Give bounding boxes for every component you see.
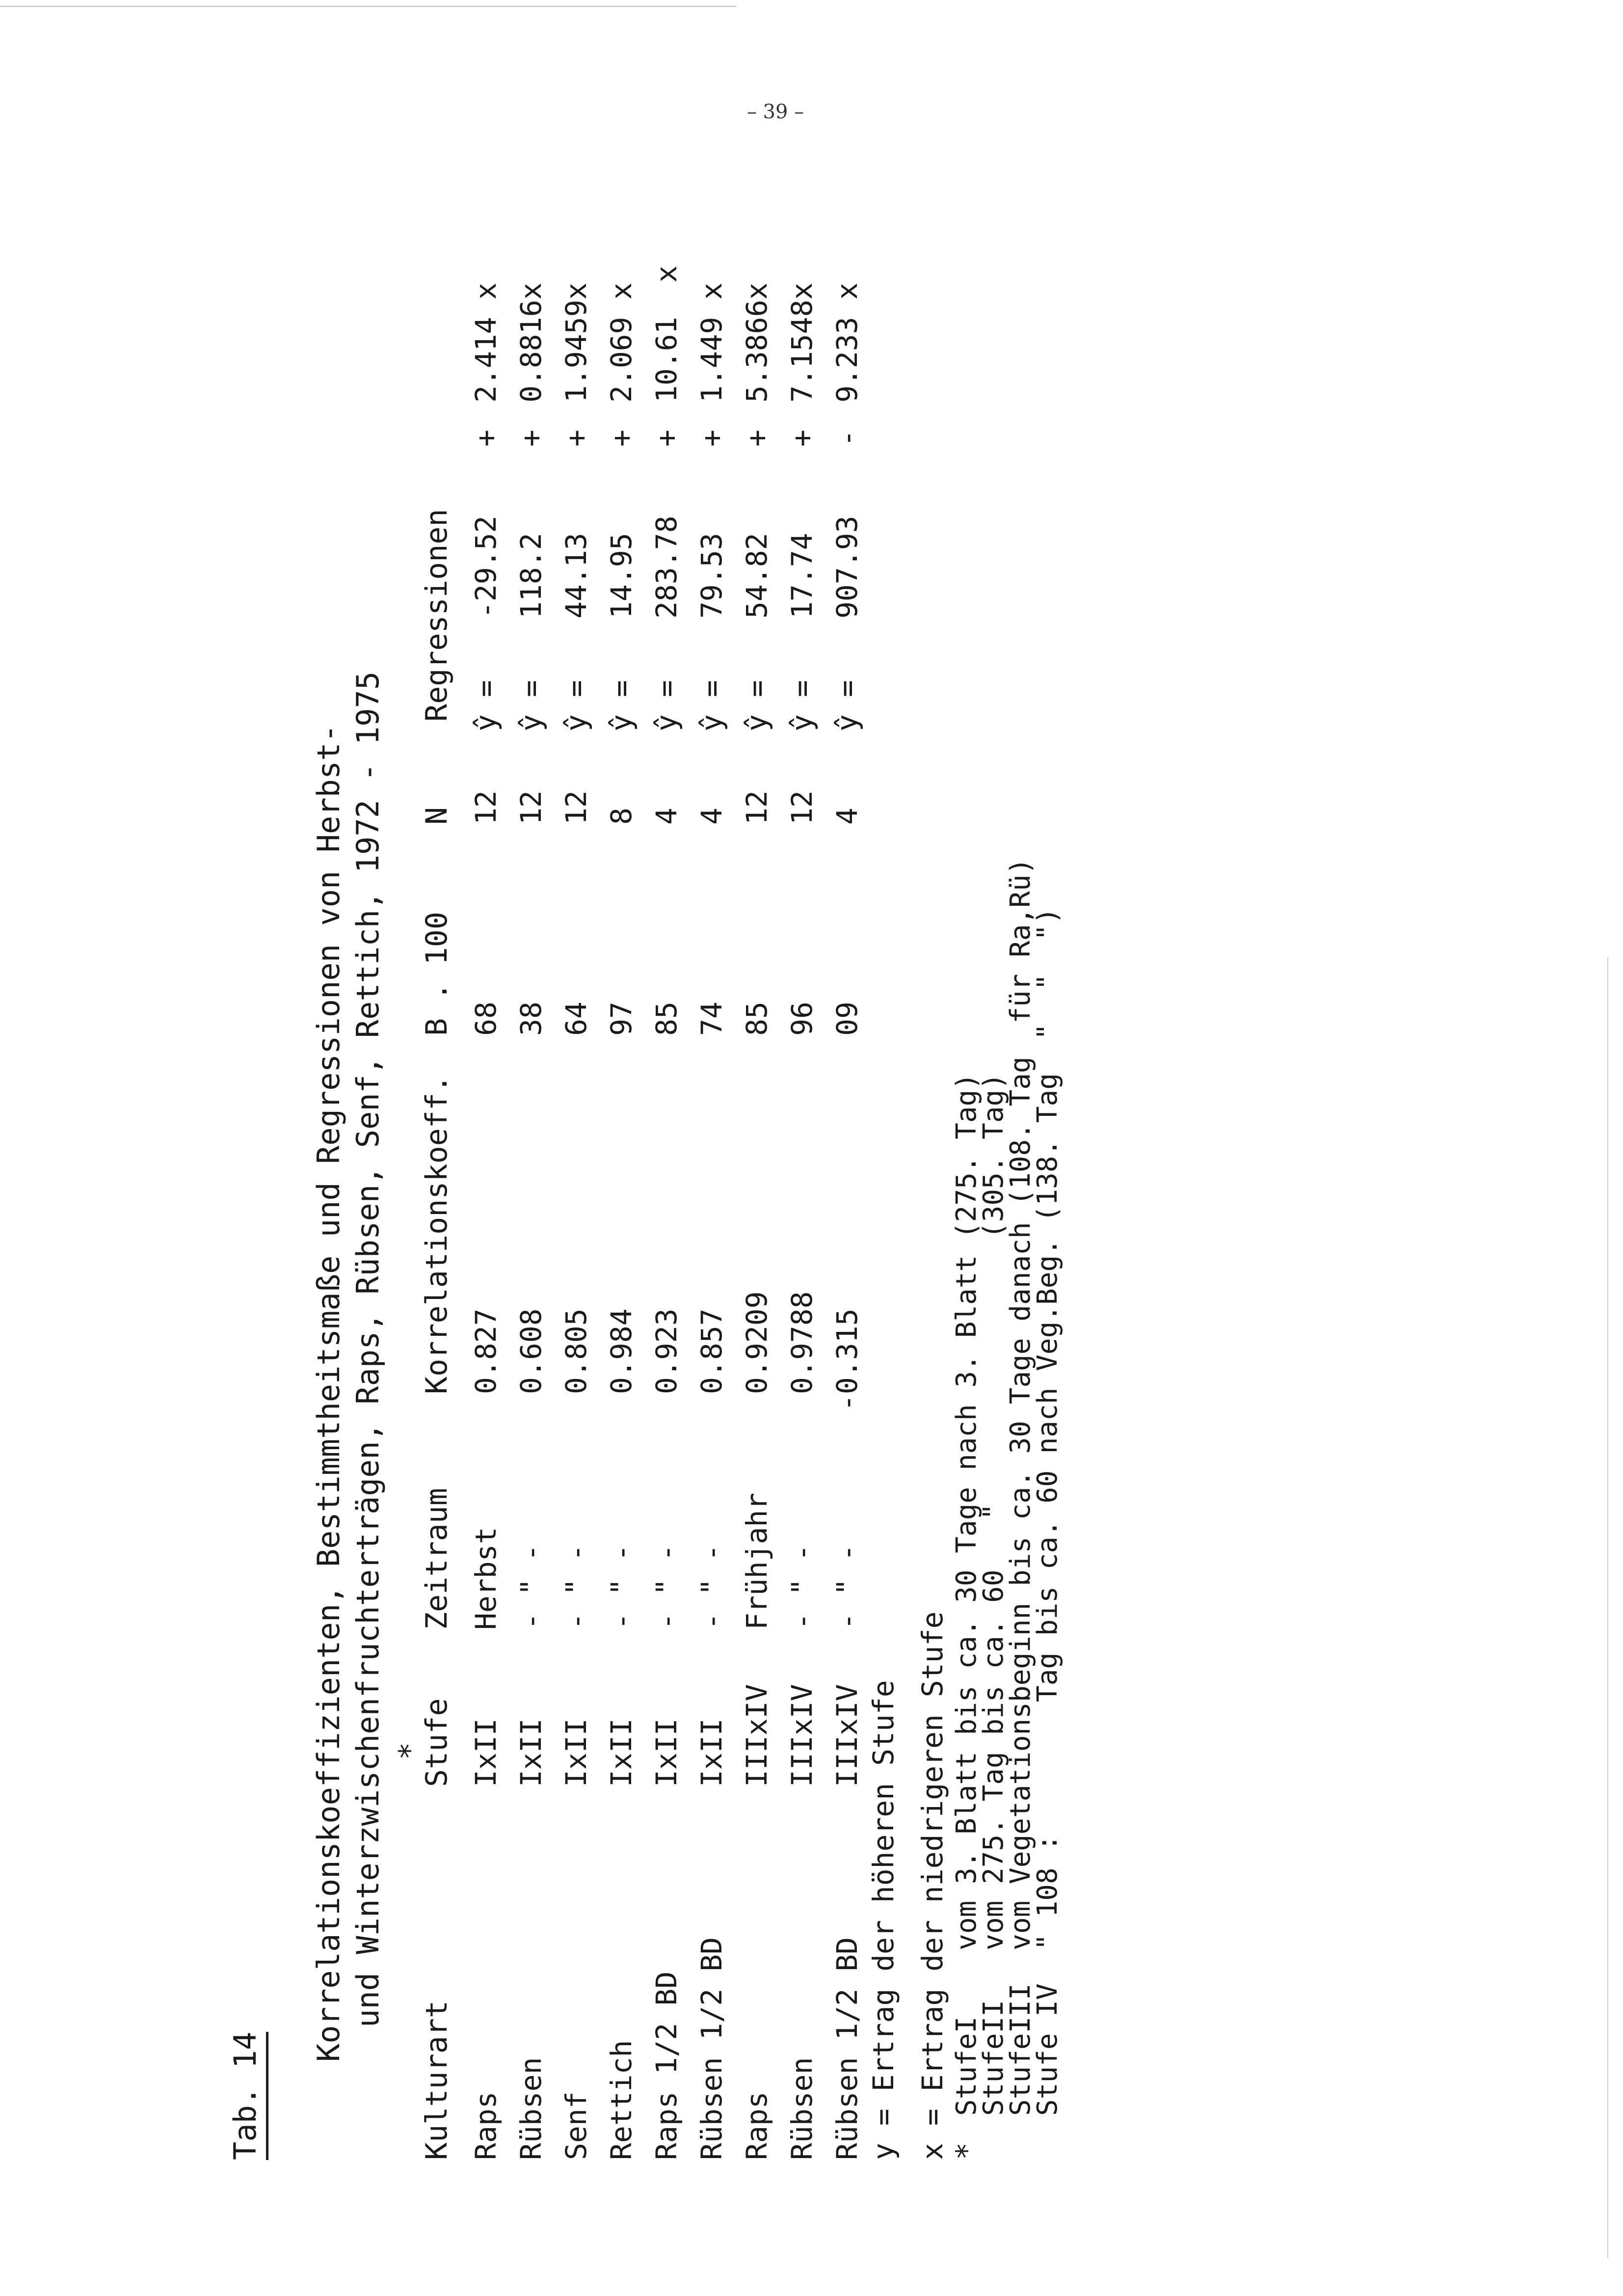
table-row [511, 98, 551, 2160]
cell-n: 4 [830, 808, 864, 825]
cell-korrelation: -0.315 [830, 1308, 864, 1411]
cell-zeitraum: Herbst [469, 1527, 503, 1630]
note-x-definition: x = Ertrag der niedrigeren Stufe [916, 1611, 949, 2160]
cell-regression-slope: 7.1548x [785, 282, 819, 403]
cell-regression-intercept: 283.78 [650, 515, 683, 619]
cell-korrelation: 0.608 [514, 1308, 548, 1394]
cell-regression-intercept: 118.2 [514, 533, 548, 619]
cell-kulturart: Raps 1/2 BD [650, 1971, 683, 2160]
cell-regression-sign: + [740, 430, 773, 447]
cell-regression-slope: 5.3866x [740, 282, 773, 403]
cell-regression-intercept: 14.95 [605, 533, 638, 619]
footnote-stufe-1: StufeI vom 3. Blatt bis ca. 30 Tage nach 3. Blatt (275. Tag) [951, 1073, 983, 2116]
cell-zeitraum: - " - [605, 1544, 638, 1630]
cell-bestimmtheit: 96 [785, 1001, 819, 1036]
header-korrelation: Korrelationskoeff. [420, 1075, 454, 1394]
cell-regression-slope: 0.8816x [514, 282, 548, 403]
cell-n: 12 [740, 790, 773, 825]
cell-stufe: IxII [469, 1718, 503, 1787]
cell-stufe: IIIxIV [785, 1684, 819, 1787]
cell-stufe: IxII [514, 1718, 548, 1787]
cell-n: 12 [469, 790, 503, 825]
scan-edge-right [1607, 957, 1608, 2258]
cell-n: 8 [605, 808, 638, 825]
cell-regression-intercept: 17.74 [785, 533, 819, 619]
table-row [647, 98, 686, 2160]
cell-kulturart: Rübsen 1/2 BD [830, 1937, 864, 2160]
cell-regression-intercept: -29.52 [469, 515, 503, 619]
cell-zeitraum: - " - [514, 1544, 548, 1630]
cell-regression-y: ŷ = [605, 680, 638, 731]
cell-n: 12 [559, 790, 593, 825]
cell-kulturart: Rübsen [785, 2057, 819, 2160]
cell-regression-y: ŷ = [650, 680, 683, 731]
table-row [557, 98, 596, 2160]
cell-kulturart: Rübsen [514, 2057, 548, 2160]
scan-edge-top [0, 6, 736, 7]
table-header [393, 98, 456, 2160]
cell-zeitraum: - " - [695, 1544, 728, 1630]
cell-regression-intercept: 54.82 [740, 533, 773, 619]
cell-stufe: IxII [650, 1718, 683, 1787]
footnote-row-2 [979, 98, 1009, 2160]
cell-kulturart: Rettich [605, 2040, 638, 2160]
header-stufe-footnote-mark: * [393, 1742, 427, 1760]
cell-regression-sign: + [469, 430, 503, 447]
cell-n: 4 [650, 808, 683, 825]
header-n: N [420, 807, 454, 825]
header-bestimmtheit: B . 100 [420, 912, 454, 1036]
cell-bestimmtheit: 68 [469, 1001, 503, 1036]
cell-korrelation: 0.857 [695, 1308, 728, 1394]
table-label-row [226, 98, 265, 2160]
cell-regression-slope: 1.9459x [559, 282, 593, 403]
cell-regression-y: ŷ = [514, 680, 548, 731]
header-stufe: Stufe [420, 1698, 454, 1787]
cell-stufe: IxII [605, 1718, 638, 1787]
cell-n: 4 [695, 808, 728, 825]
cell-regression-intercept: 44.13 [559, 533, 593, 619]
cell-kulturart: Raps [740, 2091, 773, 2160]
cell-bestimmtheit: 74 [695, 1001, 728, 1036]
cell-bestimmtheit: 85 [650, 1001, 683, 1036]
cell-bestimmtheit: 38 [514, 1001, 548, 1036]
footnote-stufe-3: StufeIII vom Vegetationsbeginn bis ca. 30 Tage danach (108. Tag für Ra,Rü) [1005, 858, 1037, 2116]
cell-kulturart: Rübsen 1/2 BD [695, 1937, 728, 2160]
cell-regression-sign: + [650, 430, 683, 447]
table-title-1: Korrelationskoeffizienten, Bestimmtheitsmaße und Regressionen von Herbst- [311, 724, 346, 2062]
note-y-definition: y = Ertrag der höheren Stufe [867, 1680, 900, 2160]
cell-regression-y: ŷ = [785, 680, 819, 731]
cell-n: 12 [514, 790, 548, 825]
cell-n: 12 [785, 790, 819, 825]
cell-regression-slope: 9.233 x [830, 282, 864, 403]
cell-regression-slope: 1.449 x [695, 282, 728, 403]
cell-stufe: IxII [559, 1718, 593, 1787]
cell-regression-slope: 2.069 x [605, 282, 638, 403]
cell-kulturart: Raps [469, 2091, 503, 2160]
cell-regression-y: ŷ = [830, 680, 864, 731]
table-row [602, 98, 641, 2160]
cell-regression-y: ŷ = [469, 680, 503, 731]
cell-zeitraum: - " - [559, 1544, 593, 1630]
cell-regression-y: ŷ = [740, 680, 773, 731]
header-zeitraum: Zeitraum [420, 1488, 454, 1630]
cell-regression-intercept: 79.53 [695, 533, 728, 619]
cell-zeitraum: - " - [830, 1544, 864, 1630]
cell-kulturart: Senf [559, 2091, 593, 2160]
rotated-table-page [226, 98, 1080, 2160]
table-row [737, 98, 776, 2160]
cell-bestimmtheit: 97 [605, 1001, 638, 1036]
cell-korrelation: 0.805 [559, 1308, 593, 1394]
footnote-stufe-4: Stufe IV " 108 : Tag bis ca. 60 nach Veg.Beg. (138. Tag " " ") [1032, 907, 1064, 2116]
footnote-row-4 [1033, 98, 1063, 2160]
cell-stufe: IIIxIV [830, 1684, 864, 1787]
cell-korrelation: 0.9209 [740, 1291, 773, 1394]
cell-zeitraum: - " - [785, 1544, 819, 1630]
table-row [827, 98, 867, 2160]
cell-stufe: IxII [695, 1718, 728, 1787]
cell-regression-slope: 2.414 x [469, 282, 503, 403]
cell-bestimmtheit: 64 [559, 1001, 593, 1036]
footnote-stufe-2: StufeII vom 275. Tag bis ca. 60 " (305. Tag) [978, 1073, 1010, 2116]
cell-korrelation: 0.923 [650, 1308, 683, 1394]
table-row [466, 98, 506, 2160]
cell-regression-sign: + [785, 430, 819, 447]
page-number: – 39 – [746, 101, 804, 123]
header-kulturart: Kulturart [420, 2000, 454, 2160]
cell-regression-intercept: 907.93 [830, 515, 864, 619]
cell-regression-sign: + [605, 430, 638, 447]
table-row [782, 98, 822, 2160]
cell-korrelation: 0.827 [469, 1308, 503, 1394]
note-x-row [913, 98, 952, 2160]
cell-bestimmtheit: 09 [830, 1001, 864, 1036]
footnote-row-1 [952, 98, 982, 2160]
header-regressionen: Regressionen [420, 509, 454, 722]
cell-bestimmtheit: 85 [740, 1001, 773, 1036]
table-title-2: und Winterzwischenfruchterträgen, Raps, Rübsen, Senf, Rettich, 1972 - 1975 [350, 671, 386, 2027]
cell-regression-sign: + [514, 430, 548, 447]
cell-korrelation: 0.9788 [785, 1291, 819, 1394]
cell-zeitraum: Frühjahr [740, 1492, 773, 1630]
cell-regression-sign: + [559, 430, 593, 447]
cell-regression-sign: + [695, 430, 728, 447]
table-title-line-1 [309, 98, 348, 2160]
cell-regression-y: ŷ = [559, 680, 593, 731]
cell-regression-sign: - [830, 430, 864, 447]
cell-regression-slope: 10.61 x [650, 265, 683, 403]
note-y-row [864, 98, 903, 2160]
cell-korrelation: 0.984 [605, 1308, 638, 1394]
footnote-star: * [950, 2142, 984, 2160]
cell-regression-y: ŷ = [695, 680, 728, 731]
cell-zeitraum: - " - [650, 1544, 683, 1630]
cell-stufe: IIIxIV [740, 1684, 773, 1787]
table-label: Tab. 14 [226, 2032, 268, 2160]
footnote-row-3 [1006, 98, 1036, 2160]
table-row [692, 98, 731, 2160]
table-title-line-2 [348, 98, 388, 2160]
